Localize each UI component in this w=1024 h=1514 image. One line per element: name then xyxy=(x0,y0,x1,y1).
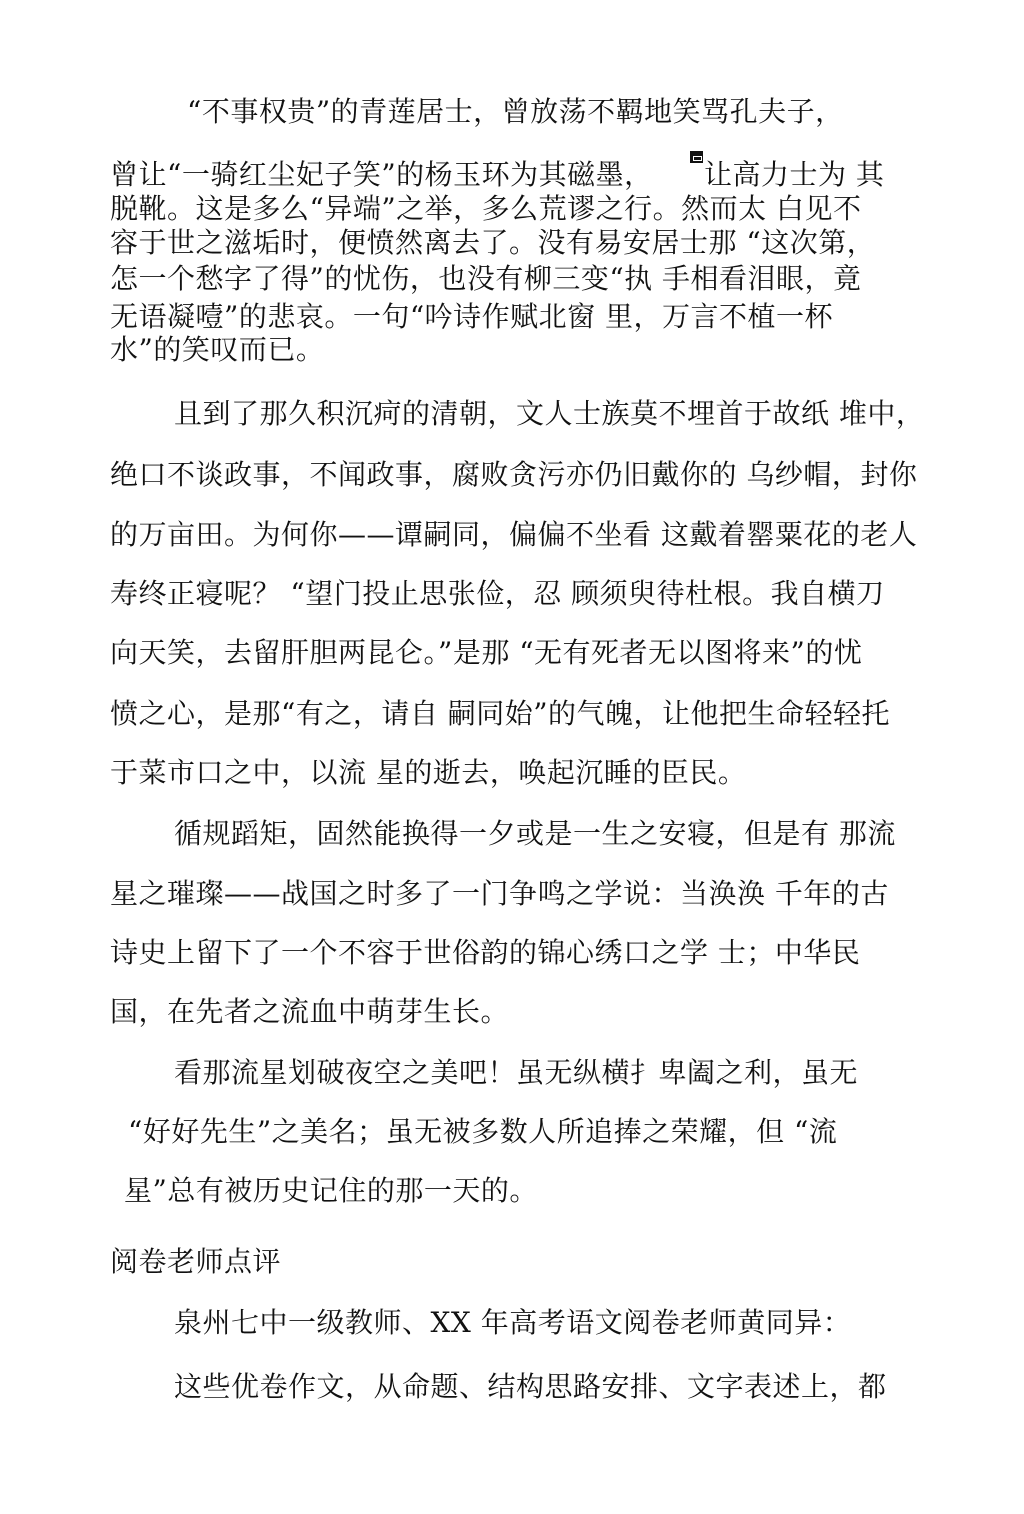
text-line: 这些优卷作文，从命题、结构思路安排、文字表述上，都 xyxy=(174,1370,887,1403)
text-line: 水”的笑叹而已。 xyxy=(110,333,325,366)
text-line: 泉州七中一级教师、XX 年高考语文阅卷老师黄同异： xyxy=(174,1306,852,1339)
text-line: 且到了那久积沉疴的清朝，文人士族莫不埋首于故纸 堆中， xyxy=(174,397,925,430)
image-placeholder-icon xyxy=(690,151,703,163)
text-line: 星之璀璨——战国之时多了一门争鸣之学说：当涣涣 千年的古 xyxy=(110,877,889,910)
text-line: 愤之心，是那“有之，请自 嗣同始”的气魄，让他把生命轻轻托 xyxy=(110,697,891,730)
text-line: 无语凝噎”的悲哀。一句“吟诗作赋北窗 里，万言不植一杯 xyxy=(110,300,834,333)
text-line: “好好先生”之美名；虽无被多数人所追捧之荣耀，但 “流 xyxy=(128,1115,838,1148)
text-line: 于菜市口之中，以流 星的逝去，唤起沉睡的臣民。 xyxy=(110,756,747,789)
text-line: 向天笑，去留肝胆两昆仑。”是那 “无有死者无以图将来”的忧 xyxy=(110,636,863,669)
text-line: 让高力士为 其 xyxy=(704,158,885,191)
text-line: 容于世之滋垢时，便愤然离去了。没有易安居士那 “这次第， xyxy=(110,226,876,259)
text-line: 怎一个愁字了得”的忧伤，也没有柳三变“执 手相看泪眼，竟 xyxy=(110,262,862,295)
text-line: 寿终正寝呢？ “望门投止思张俭，忍 顾须臾待杜根。我自横刀 xyxy=(110,577,885,610)
text-line: 星”总有被历史记住的那一天的。 xyxy=(124,1174,538,1207)
text-line: 的万亩田。为何你——谭嗣同，偏偏不坐看 这戴着罂粟花的老人 xyxy=(110,518,918,551)
section-heading: 阅卷老师点评 xyxy=(110,1245,282,1278)
text-line: 国，在先者之流血中萌芽生长。 xyxy=(110,995,510,1028)
text-line: 绝口不谈政事，不闻政事，腐败贪污亦仍旧戴你的 乌纱帽，封你 xyxy=(110,458,918,491)
text-line: 曾让“一骑红尘妃子笑”的杨玉环为其磁墨， xyxy=(110,158,653,191)
text-line: 诗史上留下了一个不容于世俗韵的锦心绣口之学 士；中华民 xyxy=(110,936,861,969)
text-line: 看那流星划破夜空之美吧！虽无纵横扌卑阖之利，虽无 xyxy=(174,1056,859,1089)
text-line: 脱靴。这是多么“异端”之举，多么荒谬之行。然而太 白见不 xyxy=(110,192,862,225)
text-line: 循规蹈矩，固然能换得一夕或是一生之安寝，但是有 那流 xyxy=(174,817,896,850)
text-line: “不事权贵”的青莲居士，曾放荡不羁地笑骂孔夫子， xyxy=(187,95,844,128)
